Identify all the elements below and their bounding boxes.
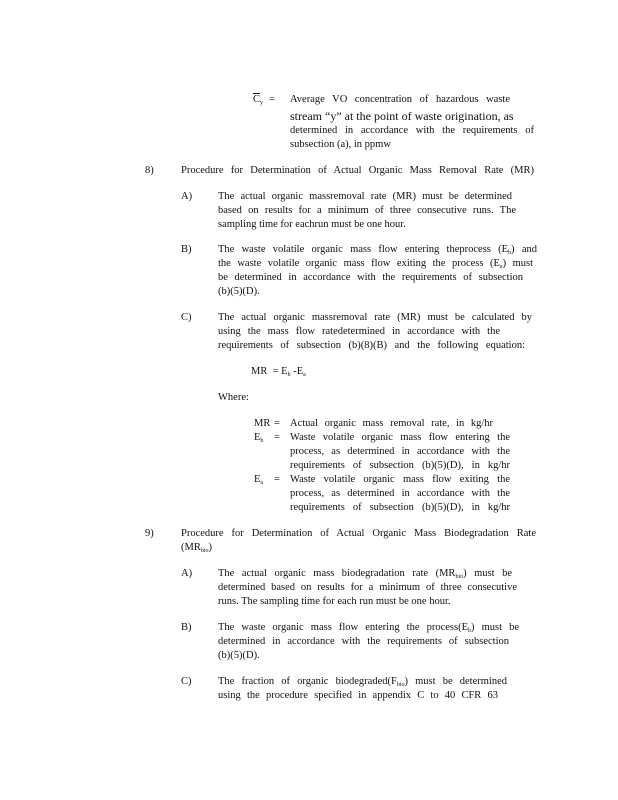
paragraph-line: sampling time for eachrun must be one hour. — [218, 219, 406, 230]
equals-sign: = — [274, 432, 280, 443]
paragraph-line: The actual organic massremoval rate (MR) must be determined — [218, 191, 512, 202]
equals-sign: = — [269, 94, 275, 105]
variable-symbol: $E_a$ — [254, 474, 264, 486]
paragraph-line: requirements of subsection (b)(8)(B) and the following equation: — [218, 340, 525, 351]
definition-line: process, as determined in accordance with the — [290, 488, 510, 499]
equals-sign: = — [274, 418, 280, 429]
definition-line: determined in accordance with the requirements of — [290, 125, 534, 136]
paragraph-line: The fraction of organic $biodegraded(F_{bio})$ must be determined — [218, 676, 507, 688]
paragraph-line: The actual organic mass biodegradation rate $(MR_{bio})$ must be — [218, 568, 512, 580]
paragraph-line: The waste volatile organic mass flow entering theprocess $(E_b)$ and — [218, 244, 537, 256]
paragraph-line: The actual organic massremoval rate (MR) must be calculated by — [218, 312, 532, 323]
definition-line: requirements of subsection (b)(5)(D), in kg/hr — [290, 502, 510, 513]
variable-symbol: MR — [254, 418, 271, 429]
item-label: A) — [181, 568, 193, 579]
paragraph-line: determined in accordance with the requirements of subsection — [218, 636, 509, 647]
definition-line: stream “y” at the point of waste origination, as — [290, 109, 514, 123]
paragraph-line: determined based on results for a minimum of three consecutive — [218, 582, 517, 593]
definition-line: Average VO concentration of hazardous waste — [290, 94, 510, 105]
item-label: B) — [181, 622, 192, 633]
definition-line: process, as determined in accordance with the — [290, 446, 510, 457]
definition-line: requirements of subsection (b)(5)(D), in kg/hr — [290, 460, 510, 471]
section-heading: $(MR_{bio})$ — [181, 542, 213, 554]
item-label: A) — [181, 191, 193, 202]
c-bar-symbol: $\overline{C}_y$ — [253, 94, 264, 106]
variable-symbol: $E_b$ — [254, 432, 264, 444]
item-label: C) — [181, 312, 192, 323]
paragraph-line: using the mass flow ratedetermined in accordance with the — [218, 326, 500, 337]
section-number: 9) — [145, 528, 154, 539]
paragraph-line: runs. The sampling time for each run must be one hour. — [218, 596, 451, 607]
equation: MR = $E_b$ $-E_a$ — [251, 366, 306, 378]
section-number: 8) — [145, 165, 154, 176]
definition-line: Waste volatile organic mass flow exiting the — [290, 474, 510, 485]
section-heading: Procedure for Determination of Actual Organic Mass Biodegradation Rate — [181, 528, 536, 539]
item-label: C) — [181, 676, 192, 687]
definition-line: subsection (a), in ppmw — [290, 139, 391, 150]
where-label: Where: — [218, 392, 249, 403]
equals-sign: = — [274, 474, 280, 485]
definition-line: Actual organic mass removal rate, in kg/hr — [290, 418, 493, 429]
item-label: B) — [181, 244, 192, 255]
section-heading: Procedure for Determination of Actual Organic Mass Removal Rate (MR) — [181, 165, 534, 176]
paragraph-line: be determined in accordance with the requirements of subsection — [218, 272, 523, 283]
paragraph-line: (b)(5)(D). — [218, 650, 260, 661]
paragraph-line: using the procedure specified in appendix C to 40 CFR 63 — [218, 690, 498, 701]
paragraph-line: (b)(5)(D). — [218, 286, 260, 297]
definition-line: Waste volatile organic mass flow entering the — [290, 432, 510, 443]
paragraph-line: The waste organic mass flow entering the $process(E_b)$ must be — [218, 622, 519, 634]
paragraph-line: the waste volatile organic mass flow exiting the process $(E_a)$ must — [218, 258, 534, 270]
paragraph-line: based on results for a minimum of three consecutive runs. The — [218, 205, 516, 216]
